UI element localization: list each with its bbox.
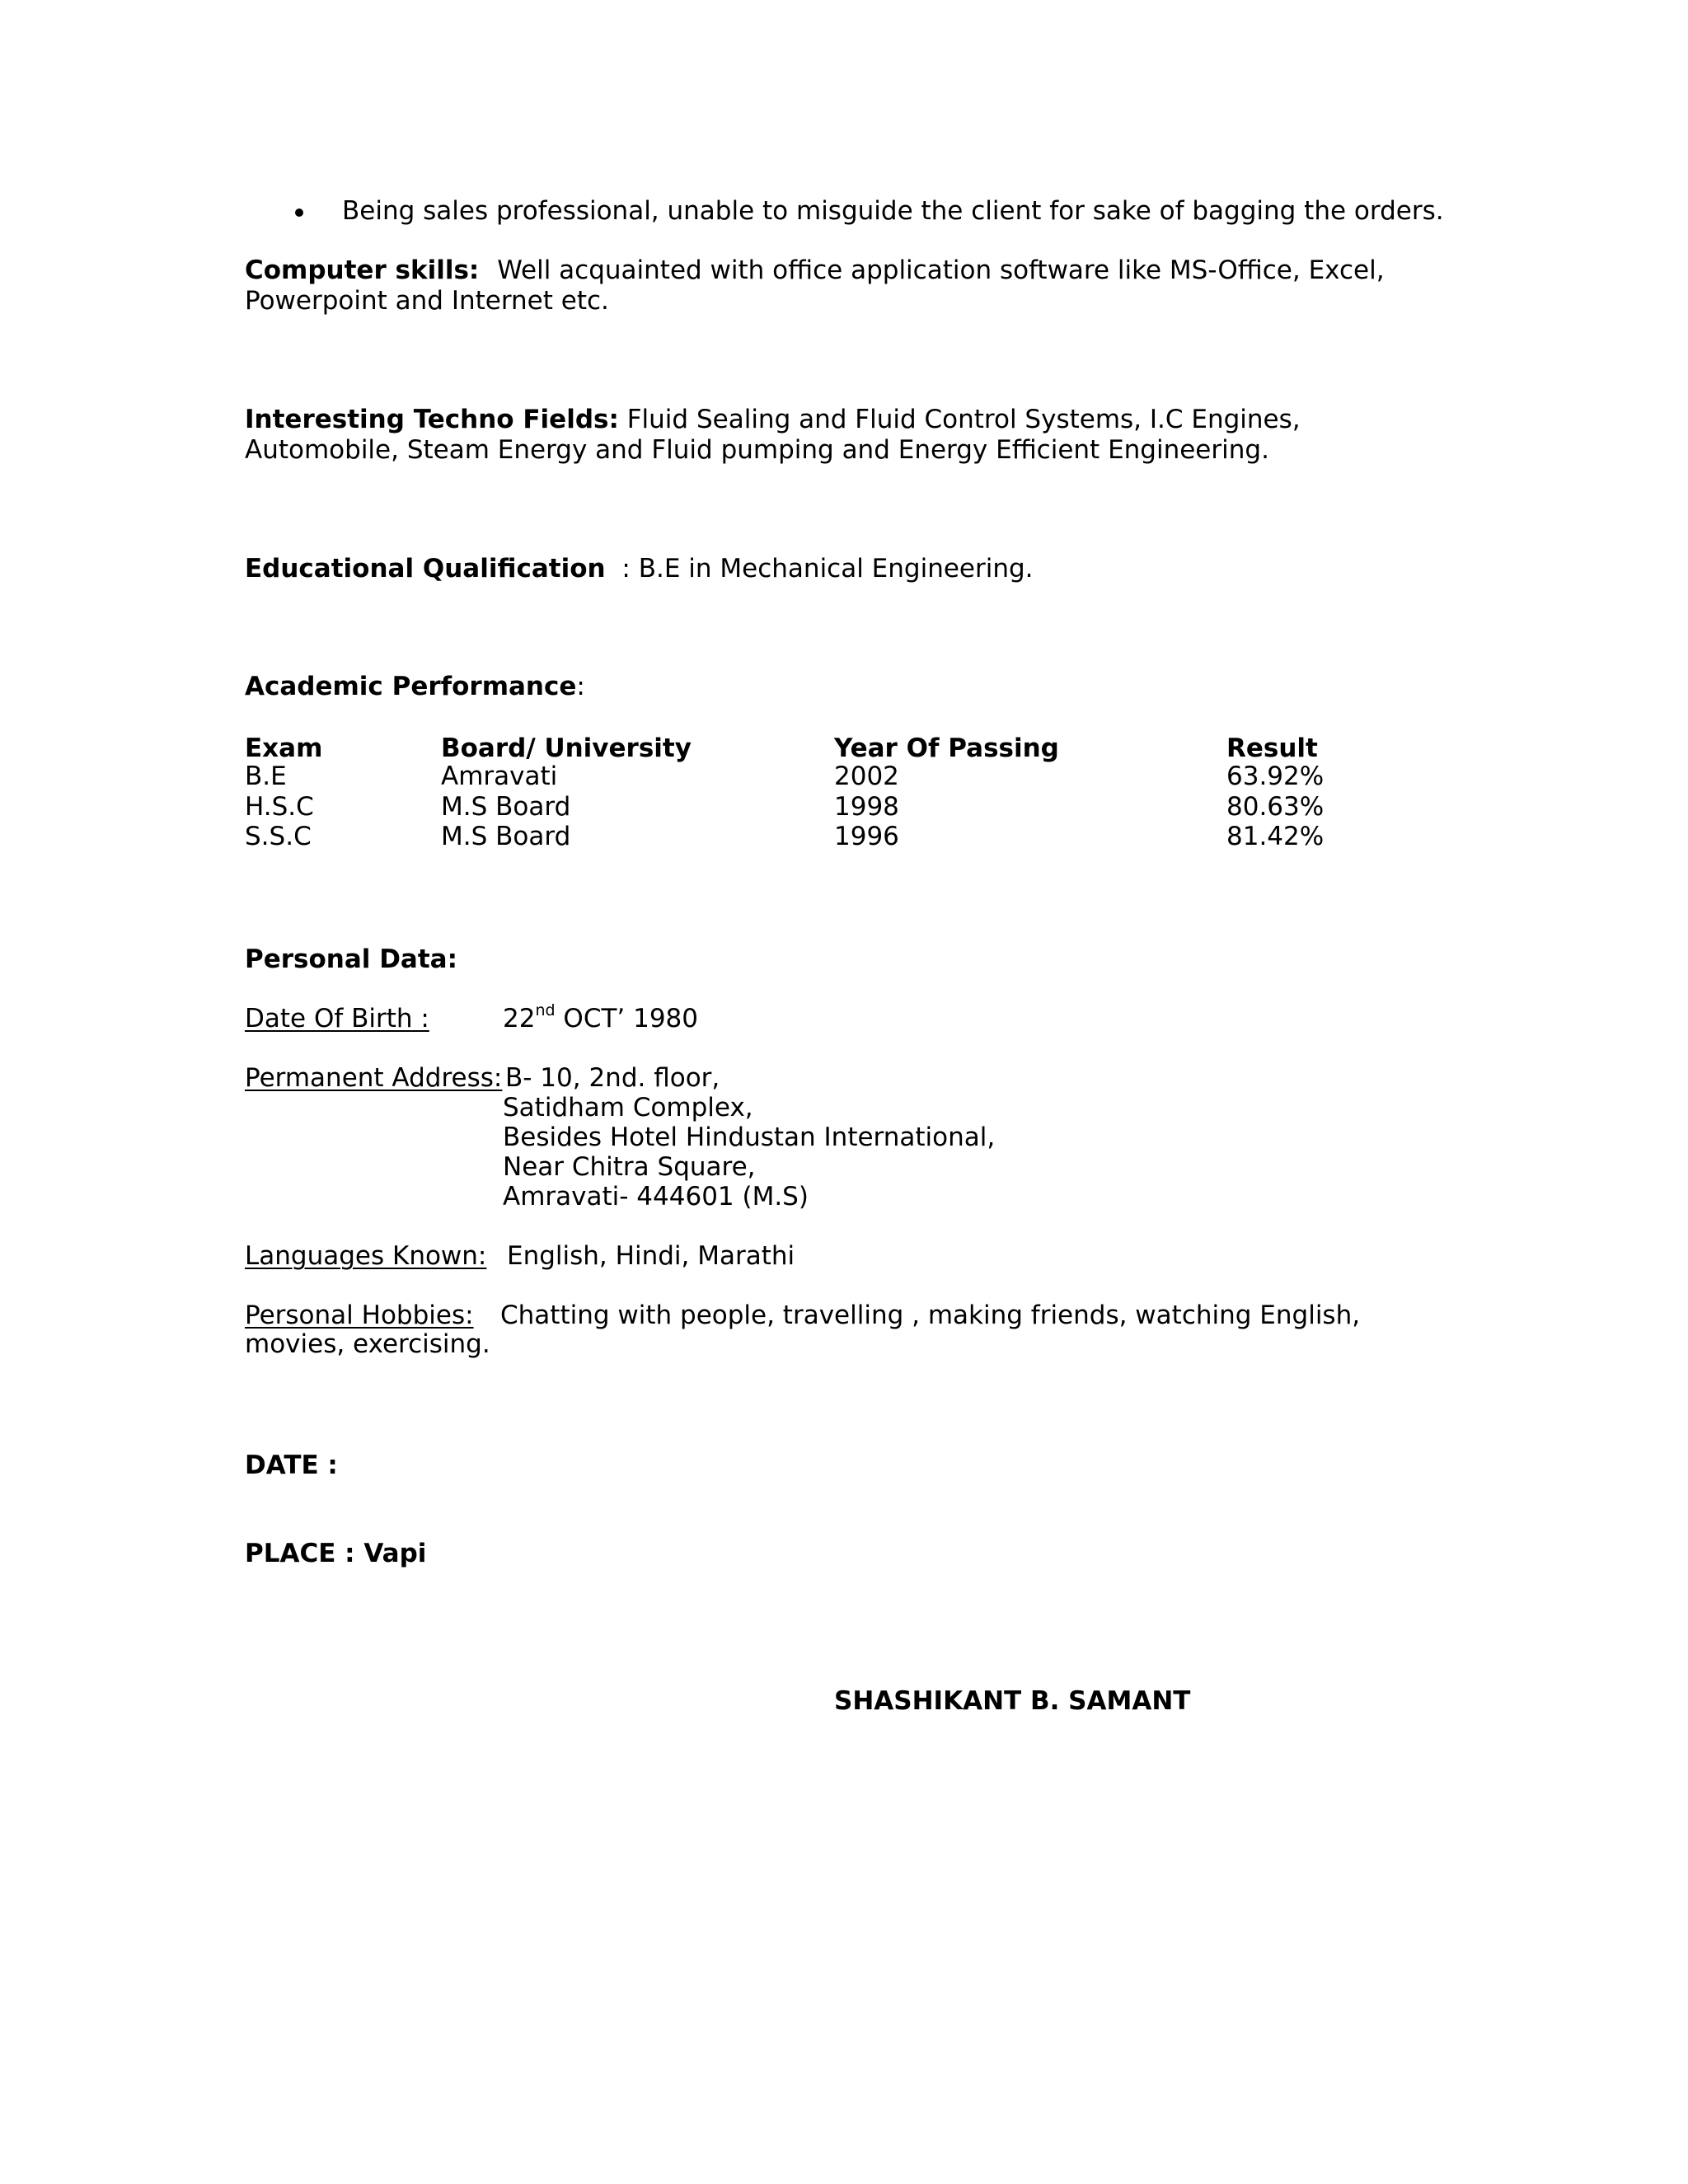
computer-skills-label: Computer skills: [245,255,480,285]
address-line: Besides Hotel Hindustan International, [503,1122,996,1152]
cell-result: 63.92% [1226,762,1325,791]
academic-heading [245,672,585,701]
techno-fields-line1 [245,405,1301,434]
header-exam: Exam [245,733,323,763]
cell-exam: H.S.C [245,792,314,822]
cell-year: 2002 [834,762,899,791]
techno-fields-line2: Automobile, Steam Energy and Fluid pumping and Energy Efficient Engineering. [245,435,1269,465]
cell-result: 81.42% [1226,822,1325,851]
header-result: Result [1226,733,1318,763]
cell-board: Amravati [441,762,558,791]
computer-skills-line2: Powerpoint and Internet etc. [245,286,609,316]
personal-heading: Personal Data: [245,944,457,974]
cell-board: M.S Board [441,822,571,851]
techno-fields-label: Interesting Techno Fields: [245,405,619,434]
dob-rest: OCT’ 1980 [563,1004,699,1033]
dob-value [503,1001,699,1033]
dob-label: Date Of Birth : [245,1004,429,1033]
bullet-text: Being sales professional, unable to misguide the client for sake of bagging the orders. [342,196,1444,226]
address-line: Near Chitra Square, [503,1152,756,1182]
languages-value: English, Hindi, Marathi [507,1241,795,1271]
cell-board: M.S Board [441,792,571,822]
cell-year: 1998 [834,792,899,822]
languages-label: Languages Known: [245,1241,487,1271]
academic-label: Academic Performance [245,672,577,701]
address-line: B- 10, 2nd. floor, [505,1063,720,1093]
dob-day: 22 [503,1004,536,1033]
address-line: Amravati- 444601 (M.S) [503,1182,809,1212]
date-label: DATE : [245,1451,338,1480]
dob-suffix: nd [535,1001,556,1019]
computer-skills-line1 [245,255,1385,285]
hobbies-label: Personal Hobbies: [245,1301,474,1330]
education-line [245,554,1034,583]
bullet-icon [295,209,303,217]
cell-year: 1996 [834,822,899,851]
education-label: Educational Qualification [245,554,606,583]
header-board: Board/ University [441,733,692,763]
cell-exam: B.E [245,762,287,791]
cell-result: 80.63% [1226,792,1325,822]
address-line: Satidham Complex, [503,1093,753,1122]
hobbies-line1: Chatting with people, travelling , making friends, watching English, [500,1301,1361,1330]
academic-separator: : [576,672,585,701]
address-label: Permanent Address: [245,1063,503,1093]
hobbies-line2: movies, exercising. [245,1329,490,1359]
cell-exam: S.S.C [245,822,312,851]
education-value: B.E in Mechanical Engineering. [638,554,1034,583]
header-year: Year Of Passing [834,733,1059,763]
place-label: PLACE : Vapi [245,1539,427,1568]
education-separator: : [621,554,631,583]
computer-skills-text: Well acquainted with office application software like MS-Office, Excel, [497,255,1385,285]
signature-name: SHASHIKANT B. SAMANT [834,1686,1191,1716]
techno-fields-text: Fluid Sealing and Fluid Control Systems, I.C Engines, [626,405,1301,434]
